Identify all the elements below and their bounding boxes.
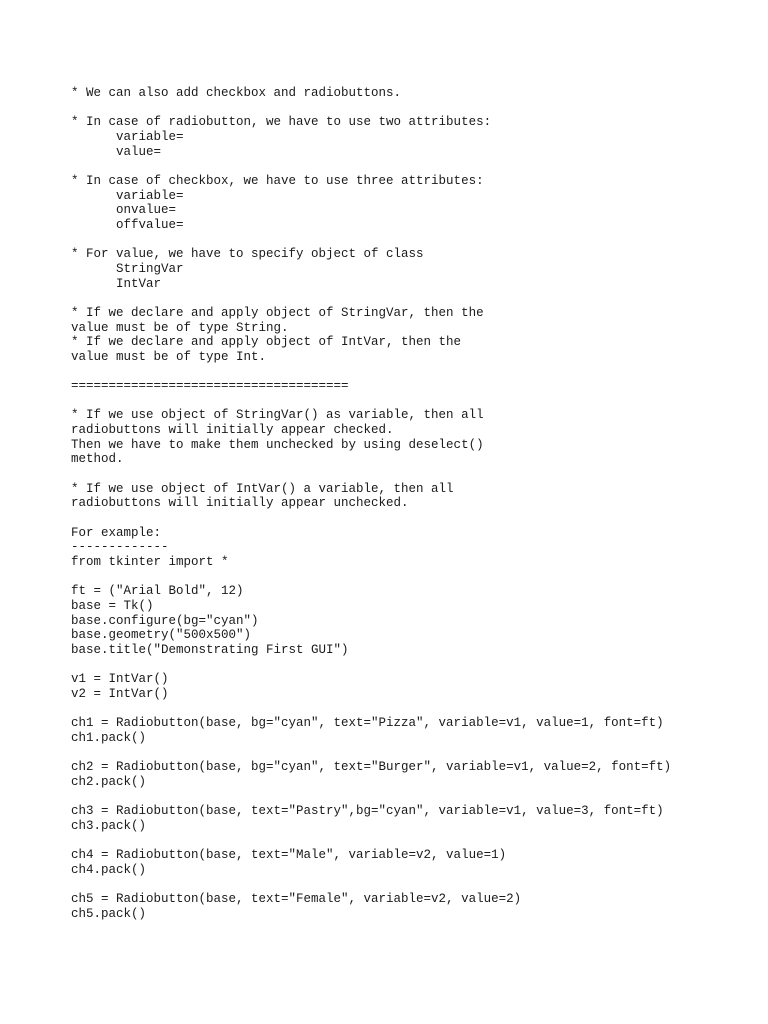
document-text: * We can also add checkbox and radiobuttons. * In case of radiobutton, we have to use two attributes: variable= value= * In case of checkbox, we have to use three attributes: variable= onvalue= offvalue= * For value, we have to specify object of class StringVar IntVar * If we declare and apply object of StringVar, then the value must be of type String. * If we declare and apply object of IntVar, then the value must be of type Int. ===================================== * If we use object of StringVar() as variable, then all radiobuttons will initially appear checked. Then we have to make them unchecked by using deselect() method. * If we use object of IntVar() a variable, then all radiobuttons will initially appear unchecked. For example: ------------- from tkinter import * ft = ("Arial Bold", 12) base = Tk() base.configure(bg="cyan") base.geometry("500x500") base.title("Demonstrating First GUI") v1 = IntVar() v2 = IntVar() ch1 = Radiobutton(base, bg="cyan", text="Pizza", variable=v1, value=1, font=ft) ch1.pack() ch2 = Radiobutton(base, bg="cyan", text="Burger", variable=v1, value=2, font=ft) ch2.pack() ch3 = Radiobutton(base, text="Pastry",bg="cyan", variable=v1, value=3, font=ft) ch3.pack() ch4 = Radiobutton(base, text="Male", variable=v2, value=1) ch4.pack() ch5 = Radiobutton(base, text="Female", variable=v2, value=2) ch5.pack() — [71, 86, 672, 921]
